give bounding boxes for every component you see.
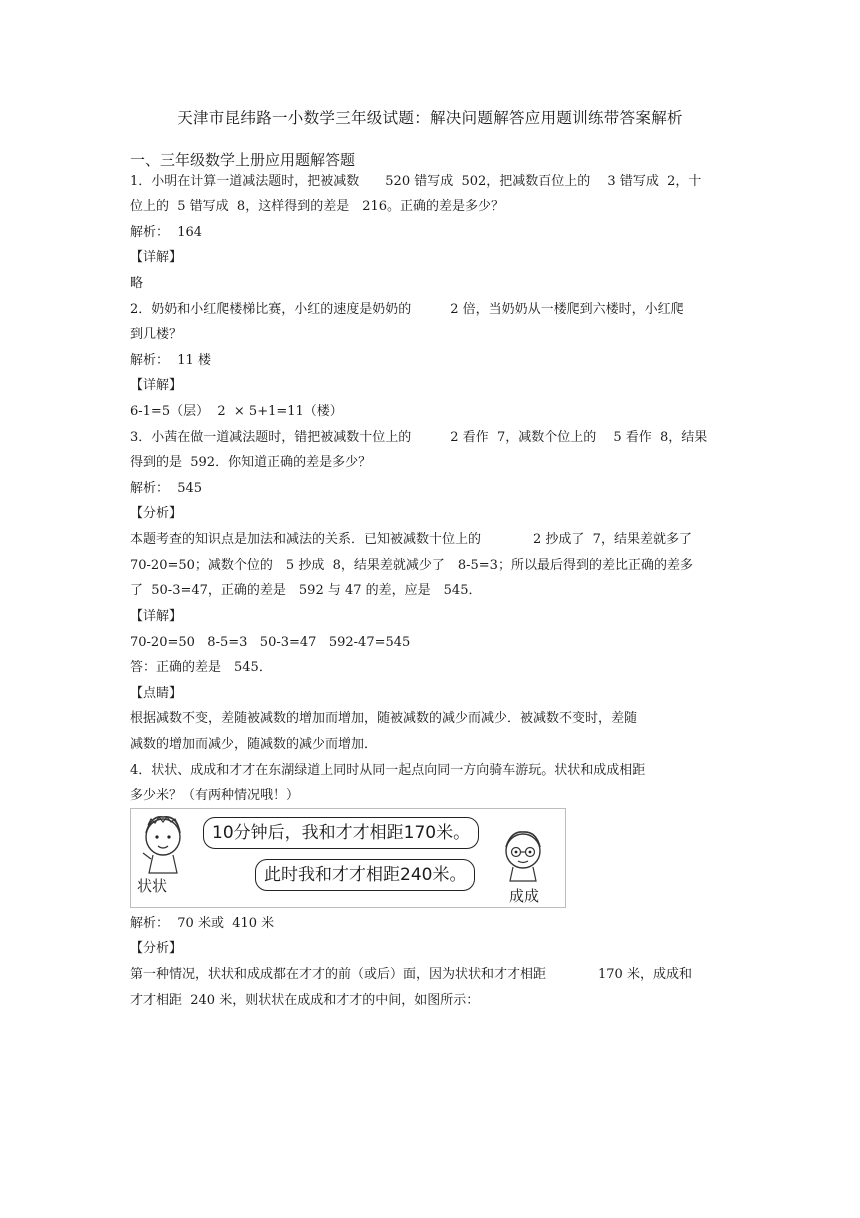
question-2-line-1: 2．奶奶和小红爬楼梯比赛，小红的速度是奶奶的 2 倍，当奶奶从一楼爬到六楼时，小红爬 — [130, 302, 684, 317]
answer-2: 解析： 11 楼 — [130, 353, 211, 368]
question-4-line-2: 多少米？（有两种情况哦！） — [130, 788, 300, 803]
question-1-line-2: 位上的 5 错写成 8，这样得到的差是 216。正确的差是多少？ — [130, 199, 505, 214]
question-2-line-2: 到几楼？ — [130, 327, 183, 342]
speech-bubble-top: 10分钟后，我和才才相距170米。 — [203, 817, 479, 849]
answer-3: 解析： 545 — [130, 481, 203, 496]
document-title: 天津市昆纬路一小数学三年级试题：解决问题解答应用题训练带答案解析 — [177, 109, 683, 127]
question-1-line-1: 1．小明在计算一道减法题时，把被减数 520 错写成 502，把减数百位上的 3 错写成 2，十 — [130, 174, 702, 189]
section-heading: 一、三年级数学上册应用题解答题 — [130, 151, 356, 169]
analysis-3-line-3: 了 50-3=47，正确的差是 592 与 47 的差，应是 545． — [130, 583, 482, 598]
detail-3: 70-20=50 8-5=3 50-3=47 592-47=545 — [130, 635, 411, 650]
analysis-3-line-2: 70-20=50；减数个位的 5 抄成 8，结果差就减少了 8-5=3；所以最后得到的差比正确的差多 — [130, 558, 693, 573]
question-3-line-1: 3．小茜在做一道减法题时，错把被减数十位上的 2 看作 7，减数个位上的 5 看作 8，结果 — [130, 430, 708, 445]
answer-4: 解析： 70 米或 410 米 — [130, 916, 275, 931]
detail-heading-2: 【详解】 — [130, 378, 183, 393]
detail-heading-3: 【详解】 — [130, 609, 183, 624]
question-4-illustration — [130, 808, 566, 908]
tip-heading-3: 【点睛】 — [130, 686, 183, 701]
detail-1: 略 — [130, 276, 144, 291]
analysis-heading-4: 【分析】 — [130, 941, 183, 956]
detail-heading-1: 【详解】 — [130, 250, 183, 265]
speech-bubble-bottom: 此时我和才才相距240米。 — [255, 859, 475, 891]
analysis-heading-3: 【分析】 — [130, 506, 183, 521]
tip-3-line-2: 减数的增加而减少，随减数的减少而增加． — [130, 737, 378, 752]
answer-statement-3: 答：正确的差是 545． — [130, 660, 272, 675]
detail-2: 6-1=5（层） 2 × 5+1=11（楼） — [130, 404, 343, 419]
question-4-line-1: 4．状状、成成和才才在东湖绿道上同时从同一起点向同一方向骑车游玩。状状和成成相距 — [130, 763, 646, 778]
answer-1: 解析： 164 — [130, 225, 203, 240]
analysis-4-line-2: 才才相距 240 米，则状状在成成和才才的中间，如图所示： — [130, 993, 480, 1008]
name-label-right: 成成 — [509, 887, 540, 905]
question-3-line-2: 得到的是 592．你知道正确的差是多少？ — [130, 455, 372, 470]
name-label-left: 状状 — [137, 877, 168, 895]
tip-3-line-1: 根据减数不变，差随被减数的增加而增加，随被减数的减少而减少．被减数不变时，差随 — [130, 711, 638, 726]
analysis-3-line-1: 本题考查的知识点是加法和减法的关系．已知被减数十位上的 2 抄成了 7，结果差就多了 — [130, 532, 692, 547]
analysis-4-line-1: 第一种情况，状状和成成都在才才的前（或后）面，因为状状和才才相距 170 米，成成和 — [130, 967, 692, 982]
